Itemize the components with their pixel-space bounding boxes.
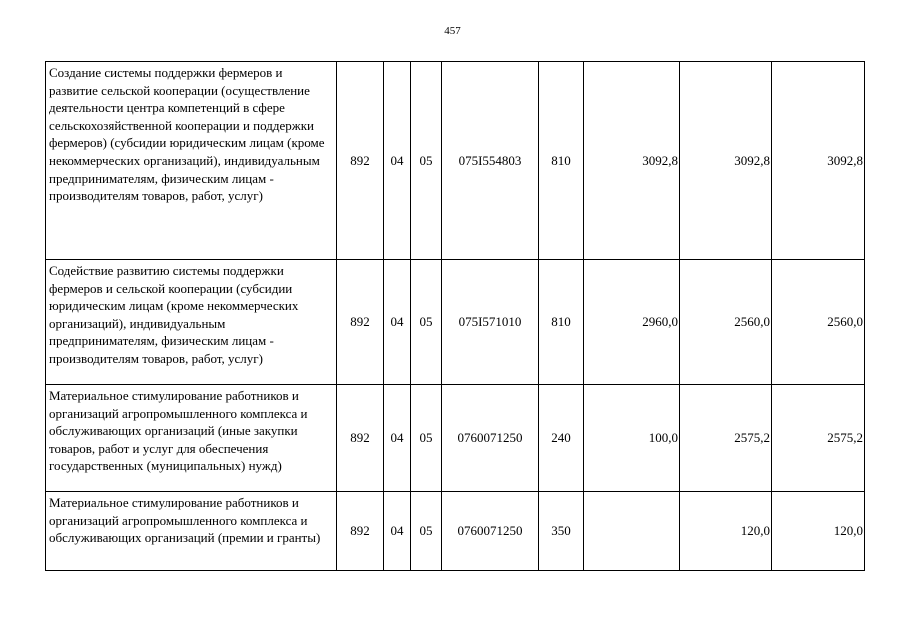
subsection-code: 05 xyxy=(411,492,442,571)
amount-1: 3092,8 xyxy=(584,62,680,260)
row-description: Содействие развитию системы поддержки фермеров и сельской кооперации (субсидии юридическим лицам (кроме некоммерческих организаций), индивидуальным предпринимателям, физическим лицам - производителям товаров, работ, услуг) xyxy=(46,260,337,385)
table-row xyxy=(46,385,865,492)
amount-2: 2575,2 xyxy=(680,385,772,492)
table-row xyxy=(46,62,865,260)
ministry-code: 892 xyxy=(337,492,384,571)
amount-2: 2560,0 xyxy=(680,260,772,385)
budget-table xyxy=(45,61,865,571)
amount-1: 2960,0 xyxy=(584,260,680,385)
expense-type-code: 240 xyxy=(539,385,584,492)
ministry-code: 892 xyxy=(337,385,384,492)
ministry-code: 892 xyxy=(337,62,384,260)
section-code: 04 xyxy=(384,260,411,385)
amount-2: 120,0 xyxy=(680,492,772,571)
amount-1 xyxy=(584,492,680,571)
section-code: 04 xyxy=(384,492,411,571)
subsection-code: 05 xyxy=(411,62,442,260)
table-row xyxy=(46,260,865,385)
amount-3: 2575,2 xyxy=(772,385,865,492)
subsection-code: 05 xyxy=(411,260,442,385)
row-description: Материальное стимулирование работников и организаций агропромышленного комплекса и обслуживающих организаций (иные закупки товаров, работ и услуг для обеспечения государственных (муниципальных) нужд) xyxy=(46,385,337,492)
expense-type-code: 350 xyxy=(539,492,584,571)
section-code: 04 xyxy=(384,385,411,492)
subsection-code: 05 xyxy=(411,385,442,492)
target-code: 075I554803 xyxy=(442,62,539,260)
amount-3: 2560,0 xyxy=(772,260,865,385)
section-code: 04 xyxy=(384,62,411,260)
expense-type-code: 810 xyxy=(539,62,584,260)
amount-3: 3092,8 xyxy=(772,62,865,260)
target-code: 0760071250 xyxy=(442,385,539,492)
page-number: 457 xyxy=(444,25,461,37)
target-code: 075I571010 xyxy=(442,260,539,385)
amount-3: 120,0 xyxy=(772,492,865,571)
row-description: Материальное стимулирование работников и организаций агропромышленного комплекса и обслуживающих организаций (премии и гранты) xyxy=(46,492,337,571)
table-row xyxy=(46,492,865,571)
amount-2: 3092,8 xyxy=(680,62,772,260)
target-code: 0760071250 xyxy=(442,492,539,571)
amount-1: 100,0 xyxy=(584,385,680,492)
row-description: Создание системы поддержки фермеров и развитие сельской кооперации (осуществление деятельности центра компетенций в сфере сельскохозяйственной кооперации и поддержки фермеров) (субсидии юридическим лицам (кроме некоммерческих организаций), индивидуальным предпринимателям, физическим лицам - производителям товаров, работ, услуг) xyxy=(46,62,337,260)
ministry-code: 892 xyxy=(337,260,384,385)
expense-type-code: 810 xyxy=(539,260,584,385)
